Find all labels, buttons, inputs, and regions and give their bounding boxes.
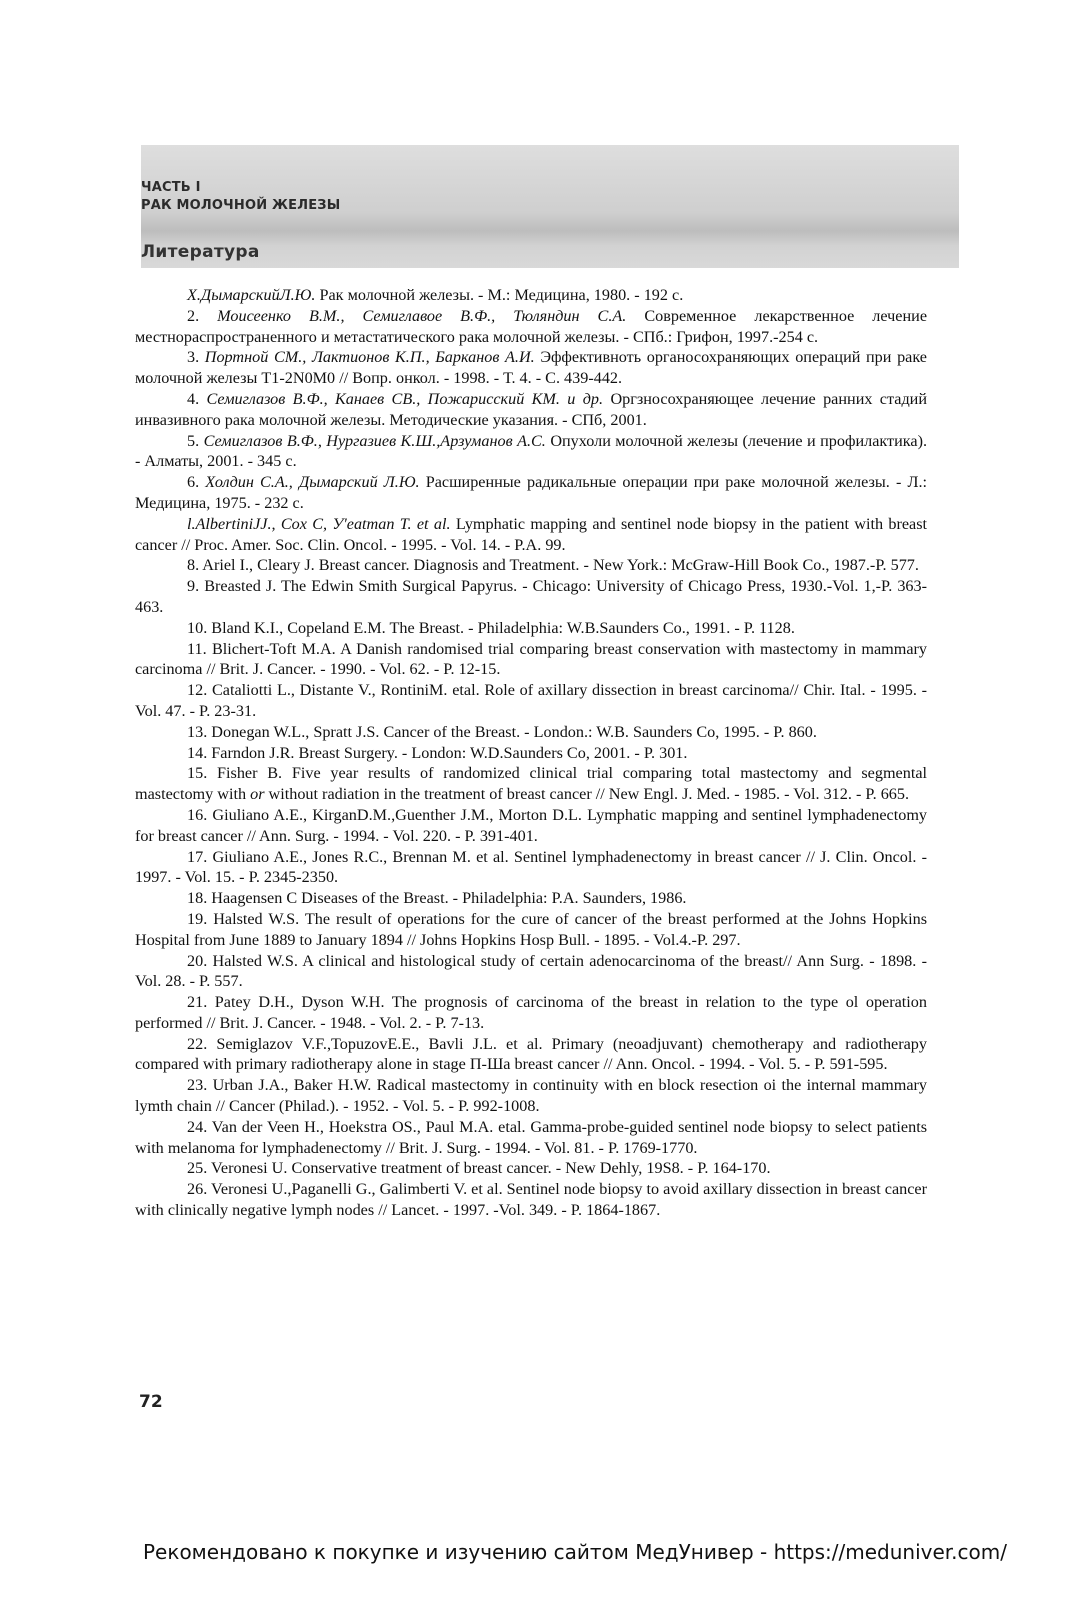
reference-text: Halsted W.S. A clinical and histological study of certain adenocarcinoma of the breast// Ann Surg. - 1898. - Vol. 28. - P. 557.: [135, 951, 927, 991]
reference-text: Рак молочной железы. - М.: Медицина, 1980. - 192 с.: [319, 286, 684, 304]
reference-text: Расширенные радикальные операции при раке молочной железы. - Л.: Медицина, 1975. - 232 с.: [135, 473, 927, 512]
reference-number: 16.: [187, 805, 208, 824]
reference-item: [135, 743, 927, 764]
reference-number: 3.: [187, 348, 200, 367]
reference-item: [135, 347, 927, 389]
reference-item: [135, 431, 927, 473]
reference-item: [135, 1179, 927, 1221]
reference-text: Breasted J. The Edwin Smith Surgical Papyrus. - Chicago: University of Chicago Press, 1930.-Vol. 1,-P. 363-463.: [135, 577, 927, 616]
chapter-label: РАК МОЛОЧНОЙ ЖЕЛЕЗЫ: [141, 198, 341, 213]
footer-note: Рекомендовано к покупке и изучению сайтом МедУнивер - https://meduniver.com/: [143, 1540, 1007, 1564]
reference-text: Donegan W.L., Spratt J.S. Cancer of the Breast. - London.: W.B. Saunders Co, 1995. - P. 860.: [211, 722, 817, 741]
reference-authors: l.AlbertiniJJ., Cox C, У'eatman T. et al.: [187, 514, 451, 533]
reference-authors: Семиглазов В.Ф., Нургазиев К.Ш.,Арзуманов А.С.: [203, 431, 546, 450]
reference-number: 11.: [187, 639, 207, 658]
reference-text: Giuliano A.E., Jones R.C., Brennan M. et al. Sentinel lymphadenectomy in breast cancer // J. Clin. Oncol. - 1997. - Vol. 15. - P. 2345-2350.: [135, 847, 928, 887]
reference-text: Современное лекарственное лечение местнораспространенного и метастатического рака молочной железы. - СПб.: Грифон, 1997.-254 с.: [135, 306, 928, 346]
reference-number: 22.: [187, 1034, 208, 1053]
reference-number: 15.: [187, 764, 208, 783]
reference-authors: Холдин С.А., Дымарский Л.Ю.: [205, 473, 420, 492]
reference-authors: Портной СМ., Лактионов К.П., Барканов А.И.: [204, 348, 535, 367]
reference-item: [135, 1075, 927, 1117]
reference-item: [135, 576, 927, 618]
reference-text: Оргзносохраняющее лечение ранних стадий инвазивного рака молочной железы. Методические указания. - СПб, 2001.: [135, 389, 928, 429]
reference-item: [135, 992, 927, 1034]
reference-text: Bland K.I., Copeland E.M. The Breast. - Philadelphia: W.B.Saunders Co., 1991. - P. 1128.: [211, 618, 795, 637]
reference-number: 19.: [187, 909, 208, 928]
reference-item: [135, 763, 927, 805]
reference-item: [135, 847, 927, 889]
reference-number: 5.: [187, 431, 200, 450]
reference-number: 8.: [187, 556, 200, 575]
reference-authors: Моисеенко В.М., Семиглавое В.Ф., Тюляндин С.А.: [217, 306, 627, 325]
reference-text: Halsted W.S. The result of operations for the cure of cancer of the breast performed at the Johns Hopkins Hospital from June 1889 to January 1894 // Johns Hopkins Hosp Bull. - 1895. - Vol.4.-P. 297.: [135, 909, 927, 949]
reference-text: Blichert-Toft M.A. A Danish randomised trial comparing breast conservation with mastectomy in mammary carcinoma // Brit. J. Cancer. - 1990. - Vol. 62. - P. 12-15.: [135, 639, 927, 679]
reference-text: Haagensen C Diseases of the Breast. - Philadelphia: P.A. Saunders, 1986.: [211, 889, 687, 908]
reference-text: Semiglazov V.F.,TopuzovE.E., Bavli J.L. et al. Primary (neoadjuvant) chemotherapy and radiotherapy compared with primary radiotherapy alone in stage П-Ша breast cancer // Ann. Oncol. - 1994. - Vol. 5. - P. 591-595.: [135, 1034, 927, 1074]
reference-number: 9.: [187, 577, 200, 596]
reference-item: [135, 306, 927, 348]
reference-number: 20.: [187, 951, 208, 970]
reference-number: 4.: [187, 389, 200, 408]
reference-number: 26.: [187, 1180, 208, 1199]
section-title: Литература: [141, 242, 260, 262]
reference-item: [135, 639, 927, 681]
reference-number: 17.: [187, 847, 208, 866]
reference-text: Эффективноть органосохраняющих операций при раке молочной железы T1-2N0M0 // Вопр. онкол. - 1998. - Т. 4. - С. 439-442.: [135, 348, 927, 388]
reference-number: 6.: [187, 473, 200, 492]
reference-number: 24.: [187, 1117, 208, 1136]
reference-item: [135, 472, 927, 514]
reference-item: [135, 389, 927, 431]
reference-item: [135, 1117, 927, 1159]
part-label: ЧАСТЬ I: [141, 180, 201, 195]
reference-text-tail: without radiation in the treatment of breast cancer // New Engl. J. Med. - 1985. - Vol. 312. - P. 665.: [268, 785, 910, 804]
reference-item: [135, 722, 927, 743]
reference-number: 10.: [187, 618, 208, 637]
reference-number: 18.: [187, 889, 208, 908]
reference-text: Urban J.A., Baker H.W. Radical mastectomy in continuity with en block resection oi the internal mammary lymth chain // Cancer (Philad.). - 1952. - Vol. 5. - P. 992-1008.: [135, 1076, 927, 1116]
reference-text: Ariel I., Cleary J. Breast cancer. Diagnosis and Treatment. - New York.: McGraw-Hill Book Co., 1987.-P. 577.: [202, 556, 919, 575]
reference-list: [135, 285, 927, 1221]
reference-number: 2.: [187, 306, 200, 325]
reference-number: 21.: [187, 993, 208, 1012]
reference-text: Cataliotti L., Distante V., RontiniM. etal. Role of axillary dissection in breast carcinoma// Chir. Ital. - 1995. -Vol. 47. - P. 23-31.: [135, 681, 927, 720]
reference-item: [135, 951, 927, 993]
reference-item: [135, 680, 927, 722]
reference-text: Farndon J.R. Breast Surgery. - London: W.D.Saunders Co, 2001. - P. 301.: [211, 743, 688, 762]
reference-text: Опухоли молочной железы (лечение и профилактика). - Алматы, 2001. - 345 с.: [135, 431, 928, 471]
reference-number: 12.: [187, 681, 208, 700]
reference-text: Van der Veen H., Hoekstra OS., Paul M.A. etal. Gamma-probe-guided sentinel node biopsy to select patients with melanoma for lymphadenectomy // Brit. J. Surg. - 1994. - Vol. 81. - P. 1769-1770.: [135, 1117, 927, 1157]
reference-authors: Семиглазов В.Ф., Канаев СВ., Пожарисский КМ. и др.: [206, 389, 604, 408]
reference-text: Giuliano A.E., KirganD.M.,Guenther J.M., Morton D.L. Lymphatic mapping and sentinel lymphadenectomy for breast cancer // Ann. Surg. - 1994. - Vol. 220. - P. 391-401.: [135, 805, 928, 845]
reference-emphasis: or: [250, 785, 265, 804]
reference-text: Veronesi U.,Paganelli G., Galimberti V. et al. Sentinel node biopsy to avoid axillary dissection in breast cancer with clinically negative lymph nodes // Lancet. - 1997. -Vol. 349. - P. 1864-1867.: [135, 1180, 927, 1220]
reference-item: [135, 514, 927, 556]
reference-number: 14.: [187, 743, 208, 762]
reference-item: [135, 1158, 927, 1179]
reference-item: [135, 888, 927, 909]
reference-item: [135, 1034, 927, 1076]
reference-text: Fisher B. Five year results of randomized clinical trial comparing total mastectomy and segmental mastectomy with: [135, 764, 928, 804]
reference-item: [135, 555, 927, 576]
reference-item: [135, 285, 927, 306]
reference-number: 25.: [187, 1159, 208, 1178]
reference-text: Lymphatic mapping and sentinel node biopsy in the patient with breast cancer // Proc. Amer. Soc. Clin. Oncol. - 1995. - Vol. 14. - P.A. 99.: [135, 514, 928, 554]
reference-text: Patey D.H., Dyson W.H. The prognosis of carcinoma of the breast in relation to the type ol operation performed // Brit. J. Cancer. - 1948. - Vol. 2. - P. 7-13.: [135, 993, 927, 1032]
reference-text: Veronesi U. Conservative treatment of breast cancer. - New Dehly, 19S8. - P. 164-170.: [211, 1159, 771, 1178]
reference-item: [135, 618, 927, 639]
reference-number: 23.: [187, 1076, 208, 1095]
reference-item: [135, 805, 927, 847]
reference-authors: Х.ДымарскийЛ.Ю.: [187, 286, 316, 304]
reference-item: [135, 909, 927, 951]
page-number: 72: [139, 1392, 163, 1412]
reference-number: 13.: [187, 722, 208, 741]
